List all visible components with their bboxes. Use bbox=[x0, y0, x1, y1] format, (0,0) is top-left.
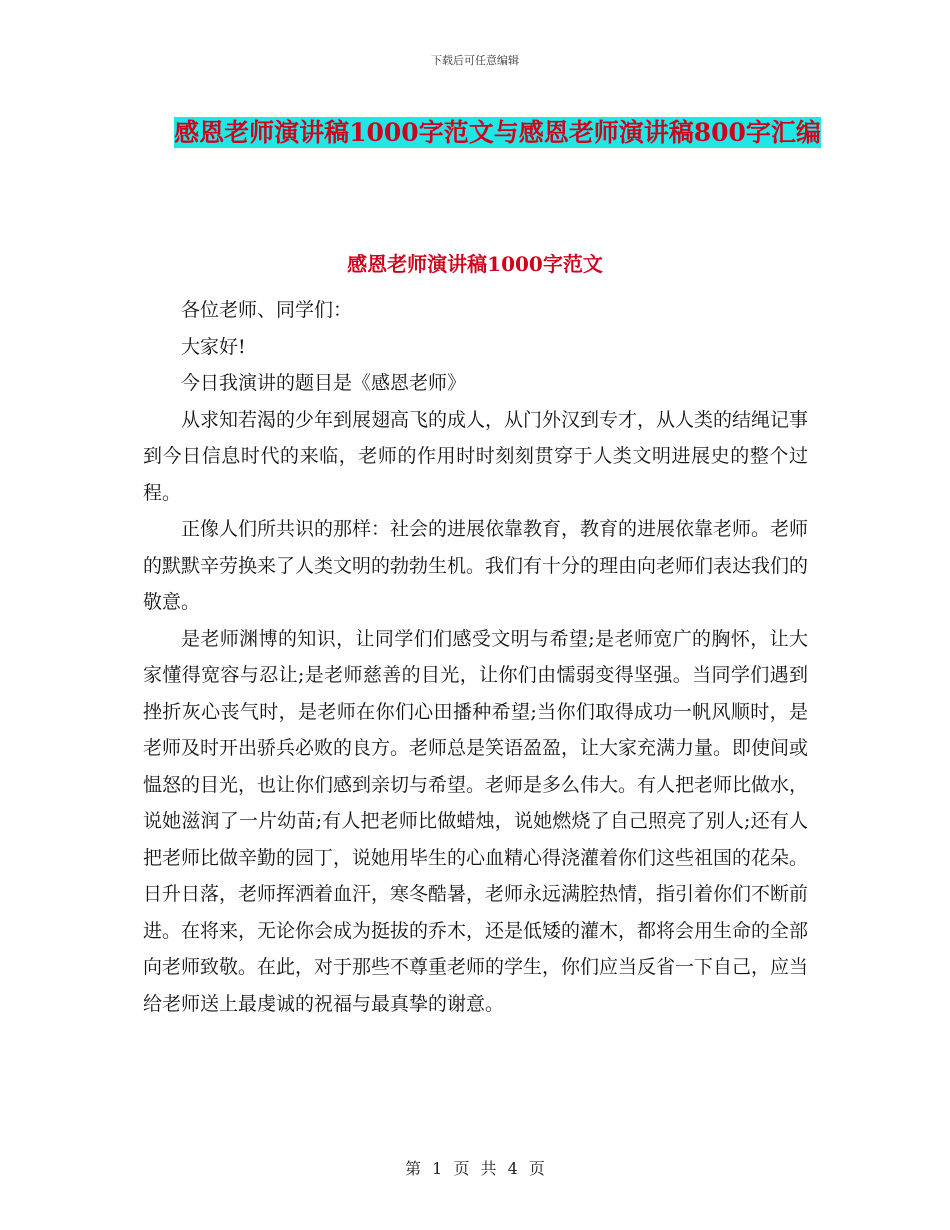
paragraph-body: 正像人们所共识的那样：社会的进展依靠教育，教育的进展依靠老师。老师的默默辛劳换来了人类文明的勃勃生机。我们有十分的理由向老师们表达我们的敬意。 bbox=[143, 518, 809, 613]
header-note: 下载后可任意编辑 bbox=[431, 54, 519, 67]
page-number: 第 1 页 共 4 页 bbox=[405, 1159, 545, 1178]
document-body bbox=[143, 292, 808, 1022]
document-title bbox=[140, 112, 855, 154]
section-title: 感恩老师演讲稿1000字范文 bbox=[347, 252, 603, 276]
document-title-text: 感恩老师演讲稿1000字范文与感恩老师演讲稿800字汇编 bbox=[174, 118, 821, 147]
paragraph-topic: 今日我演讲的题目是《感恩老师》 bbox=[181, 372, 467, 394]
paragraph-body: 从求知若渴的少年到展翅高飞的成人，从门外汉到专才，从人类的结绳记事到今日信息时代的来临，老师的作用时时刻刻贯穿于人类文明进展史的整个过程。 bbox=[143, 408, 809, 504]
paragraph-body: 是老师渊博的知识，让同学们们感受文明与希望;是老师宽广的胸怀，让大家懂得宽容与忍让;是老师慈善的目光，让你们由懦弱变得坚强。当同学们遇到挫折灰心丧气时，是老师在你们心田播种希望;当你们取得成功一帆风顺时，是老师及时开出骄兵必败的良方。老师总是笑语盈盈，让大家充满力量。即使间或愠怒的目光，也让你们感到亲切与希望。老师是多么伟大。有人把老师比做水，说她滋润了一片幼苗;有人把老师比做蜡烛，说她燃烧了自己照亮了别人;还有人把老师比做辛勤的园丁，说她用毕生的心血精心得浇灌着你们这些祖国的花朵。日升日落，老师挥洒着血汗，寒冬酷暑，老师永远满腔热情，指引着你们不断前进。在将来，无论你会成为挺拔的乔木，还是低矮的灌木，都将会用生命的全部向老师致敬。在此，对于那些不尊重老师的学生，你们应当反省一下自己，应当给老师送上最虔诚的祝福与最真挚的谢意。 bbox=[143, 627, 809, 1015]
paragraph-salutation: 各位老师、同学们： bbox=[181, 299, 353, 321]
paragraph-greeting: 大家好! bbox=[181, 335, 246, 358]
